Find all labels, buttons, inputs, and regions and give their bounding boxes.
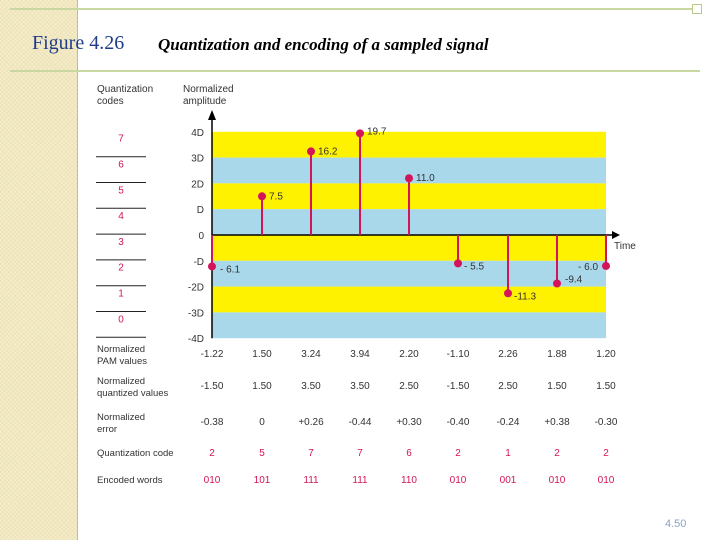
figure-number: Figure 4.26 [32, 32, 125, 54]
table-cell: 110 [401, 475, 417, 486]
sample-value-label: 16.2 [318, 146, 338, 158]
y-tick-label: -2D [187, 282, 204, 294]
table-row-label-line1: Normalized [97, 376, 146, 387]
quantization-code-label: 1 [118, 288, 124, 300]
table-row-label-line2: quantized values [97, 388, 169, 399]
table-cell: +0.38 [544, 417, 570, 428]
table-cell: -1.50 [446, 381, 470, 392]
y-tick-label: -4D [187, 334, 204, 346]
table-cell: 2.50 [399, 381, 419, 392]
quantization-code-label: 2 [118, 262, 124, 274]
band-level-2 [212, 261, 606, 287]
table-cell: 1.20 [596, 349, 616, 360]
table-cell: 5 [259, 448, 265, 459]
table-row-label-line2: error [97, 424, 118, 435]
y-tick-label: 2D [191, 179, 204, 191]
table-cell: 7 [308, 448, 314, 459]
table-cell: 101 [253, 475, 271, 486]
quantization-code-label: 4 [118, 211, 124, 223]
table-cell: 7 [357, 448, 363, 459]
band-level-7 [212, 132, 606, 158]
table-row-label: Quantization code [97, 448, 174, 459]
table-cell: 1 [505, 448, 511, 459]
table-cell: 6 [406, 448, 412, 459]
band-level-1 [212, 287, 606, 313]
table-cell: 111 [303, 475, 319, 486]
table-cell: 2.50 [498, 381, 518, 392]
table-cell: 2 [554, 448, 560, 459]
sample-point [553, 280, 561, 288]
sample-value-label: 11.0 [416, 173, 435, 185]
y-tick-label: D [196, 205, 204, 217]
sample-value-label: -11.3 [514, 291, 537, 303]
page-number: 4.50 [665, 518, 687, 530]
table-cell: 010 [548, 475, 566, 486]
time-label: Time [614, 241, 636, 252]
table-cell: 2 [209, 448, 215, 459]
quantization-code-label: 5 [118, 185, 124, 197]
table-cell: 3.94 [350, 349, 370, 360]
sample-value-label: 7.5 [269, 191, 283, 203]
y-axis-arrow [208, 110, 216, 120]
table-cell: +0.30 [396, 417, 422, 428]
y-tick-label: 4D [191, 127, 204, 139]
table-cell: 001 [499, 475, 517, 486]
table-cell: -1.50 [200, 381, 224, 392]
table-row-label-line1: Normalized [97, 412, 146, 423]
table-cell: 010 [597, 475, 615, 486]
sample-point [356, 129, 364, 137]
sample-point [405, 174, 413, 182]
table-cell: -1.10 [446, 349, 470, 360]
table-cell: 1.50 [547, 381, 567, 392]
table-cell: 1.50 [252, 349, 272, 360]
table-cell: 2.26 [498, 349, 518, 360]
table-cell: 2 [455, 448, 461, 459]
table-cell: 0 [259, 417, 265, 428]
y-tick-label: -3D [187, 308, 204, 320]
sample-point [602, 262, 610, 270]
sample-value-label: - 6.1 [220, 264, 241, 276]
band-level-0 [212, 312, 606, 338]
table-cell: 2.20 [399, 349, 419, 360]
quantization-code-label: 7 [118, 133, 124, 145]
sample-point [258, 192, 266, 200]
table-cell: 3.50 [301, 381, 321, 392]
quantization-code-label: 0 [118, 314, 124, 326]
sample-point [454, 259, 462, 267]
quantization-code-label: 6 [118, 159, 124, 171]
time-axis-arrow [612, 231, 620, 239]
sample-value-label: 19.7 [367, 126, 387, 138]
figure-caption: Quantization and encoding of a sampled signal [158, 35, 489, 54]
sample-value-label: - 6.0 [578, 261, 599, 273]
table-cell: +0.26 [298, 417, 324, 428]
table-cell: -0.24 [496, 417, 520, 428]
y-tick-label: 0 [198, 231, 204, 242]
codes-header-line1: Quantization [97, 84, 154, 95]
y-tick-label: -D [193, 256, 204, 268]
table-cell: 3.50 [350, 381, 370, 392]
quantization-code-label: 3 [118, 236, 124, 248]
table-cell: -0.38 [200, 417, 224, 428]
amplitude-header-line2: amplitude [183, 96, 227, 107]
sample-point [504, 289, 512, 297]
table-cell: -0.44 [348, 417, 372, 428]
amplitude-header-line1: Normalized [183, 84, 234, 95]
table-cell: 1.50 [596, 381, 616, 392]
y-tick-label: 3D [191, 153, 204, 165]
table-cell: 010 [203, 475, 221, 486]
table-cell: 111 [352, 475, 368, 486]
band-level-3 [212, 235, 606, 261]
table-cell: -1.22 [200, 349, 224, 360]
sample-point [307, 147, 315, 155]
sample-point [208, 262, 216, 270]
table-cell: 3.24 [301, 349, 321, 360]
codes-header-line2: codes [97, 96, 124, 107]
table-row-label: Encoded words [97, 475, 163, 486]
table-cell: 010 [449, 475, 467, 486]
table-cell: -0.40 [446, 417, 470, 428]
table-cell: -0.30 [594, 417, 618, 428]
sample-value-label: -9.4 [565, 274, 583, 286]
table-row-label-line2: PAM values [97, 356, 147, 367]
table-cell: 2 [603, 448, 609, 459]
sample-value-label: - 5.5 [464, 261, 485, 273]
table-cell: 1.88 [547, 349, 567, 360]
table-row-label-line1: Normalized [97, 344, 146, 355]
table-cell: 1.50 [252, 381, 272, 392]
